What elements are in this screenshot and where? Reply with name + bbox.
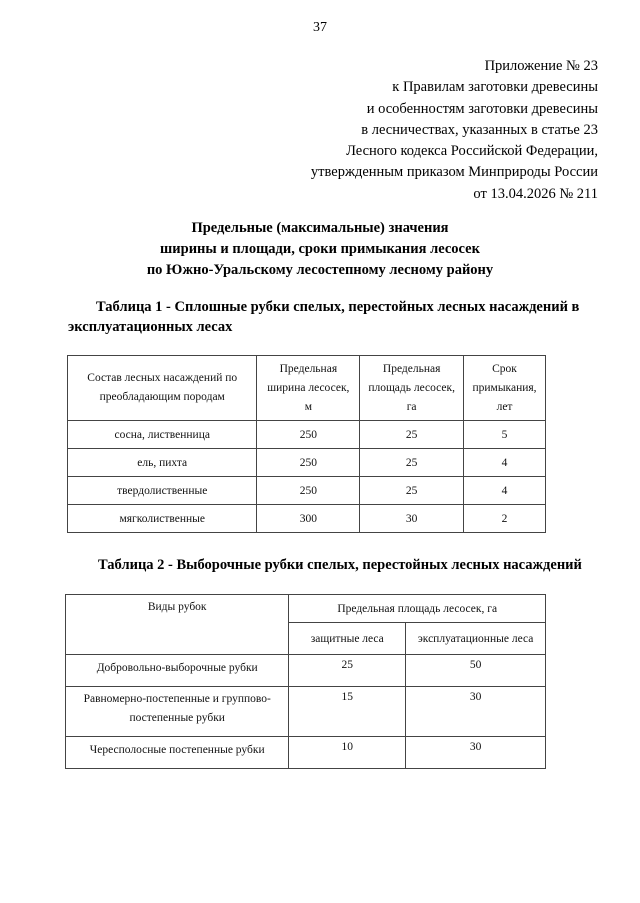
cell-protective: 10 [289, 737, 406, 769]
cell-exploitation: 30 [406, 737, 546, 769]
table1-caption [68, 297, 598, 337]
title-line: Предельные (максимальные) значения [191, 220, 449, 236]
cell-cutting-type: Добровольно-выборочные рубки [66, 655, 289, 687]
cell-period: 2 [464, 505, 546, 533]
cell-area: 30 [360, 505, 464, 533]
cell-width: 250 [257, 421, 360, 449]
header-cutting-types: Виды рубок [66, 595, 289, 655]
appendix-line: Приложение № 23 [484, 58, 598, 74]
header-max-width: Предельная ширина лесосек, м [257, 356, 360, 421]
title-line: по Южно-Уральскому лесостепному лесному району [146, 262, 494, 278]
header-max-area: Предельная площадь лесосек, га [360, 356, 464, 421]
header-exploitation-forests: эксплуатационные леса [406, 623, 546, 655]
cell-species: ель, пихта [68, 449, 257, 477]
title-line: ширины и площади, сроки примыкания лесосек [160, 241, 480, 257]
document-title [0, 218, 640, 281]
appendix-line: к Правилам заготовки древесины [392, 79, 598, 96]
cell-exploitation: 50 [406, 655, 546, 687]
table-row [68, 505, 546, 533]
cell-cutting-type: Чересполосные постепенные рубки [66, 737, 289, 769]
table-header-row [68, 356, 546, 421]
cell-width: 300 [257, 505, 360, 533]
table-row [68, 477, 546, 505]
table-row [66, 737, 546, 769]
table-row [66, 687, 546, 737]
cell-species: сосна, лиственница [68, 421, 257, 449]
cell-period: 4 [464, 449, 546, 477]
cell-protective: 25 [289, 655, 406, 687]
cell-width: 250 [257, 477, 360, 505]
appendix-line: Лесного кодекса Российской Федерации, [346, 143, 598, 160]
table1-caption-line: Таблица 1 - Сплошные рубки спелых, перестойных лесных насаждений в [96, 299, 580, 315]
cell-exploitation: 30 [406, 687, 546, 737]
cell-width: 250 [257, 449, 360, 477]
header-adjacency-period: Срок примыкания, лет [464, 356, 546, 421]
cell-species: мягколиственные [68, 505, 257, 533]
cell-period: 5 [464, 421, 546, 449]
appendix-line: утвержденным приказом Минприроды России [310, 164, 598, 181]
cell-area: 25 [360, 477, 464, 505]
cell-species: твердолиственные [68, 477, 257, 505]
appendix-line: и особенностям заготовки древесины [366, 100, 598, 117]
table2-selective-cutting [65, 594, 546, 769]
appendix-reference [311, 56, 598, 205]
cell-area: 25 [360, 449, 464, 477]
table-row [68, 449, 546, 477]
header-species-composition: Состав лесных насаждений по преобладающим породам [68, 356, 257, 421]
header-max-area: Предельная площадь лесосек, га [289, 595, 546, 623]
appendix-line: в лесничествах, указанных в статье 23 [361, 121, 598, 138]
cell-period: 4 [464, 477, 546, 505]
cell-cutting-type: Равномерно-постепенные и группово- постепенные рубки [66, 687, 289, 737]
header-protective-forests: защитные леса [289, 623, 406, 655]
table1-clear-cutting [67, 355, 546, 533]
cell-area: 25 [360, 421, 464, 449]
cell-protective: 15 [289, 687, 406, 737]
table1-caption-line: эксплуатационных лесах [68, 319, 233, 335]
appendix-line: от 13.04.2026 № 211 [473, 185, 598, 202]
table2-caption: Таблица 2 - Выборочные рубки спелых, перестойных лесных насаждений [98, 557, 582, 573]
table-row [66, 655, 546, 687]
page-number: 37 [313, 20, 327, 35]
table-header-row [66, 595, 546, 623]
table-row [68, 421, 546, 449]
